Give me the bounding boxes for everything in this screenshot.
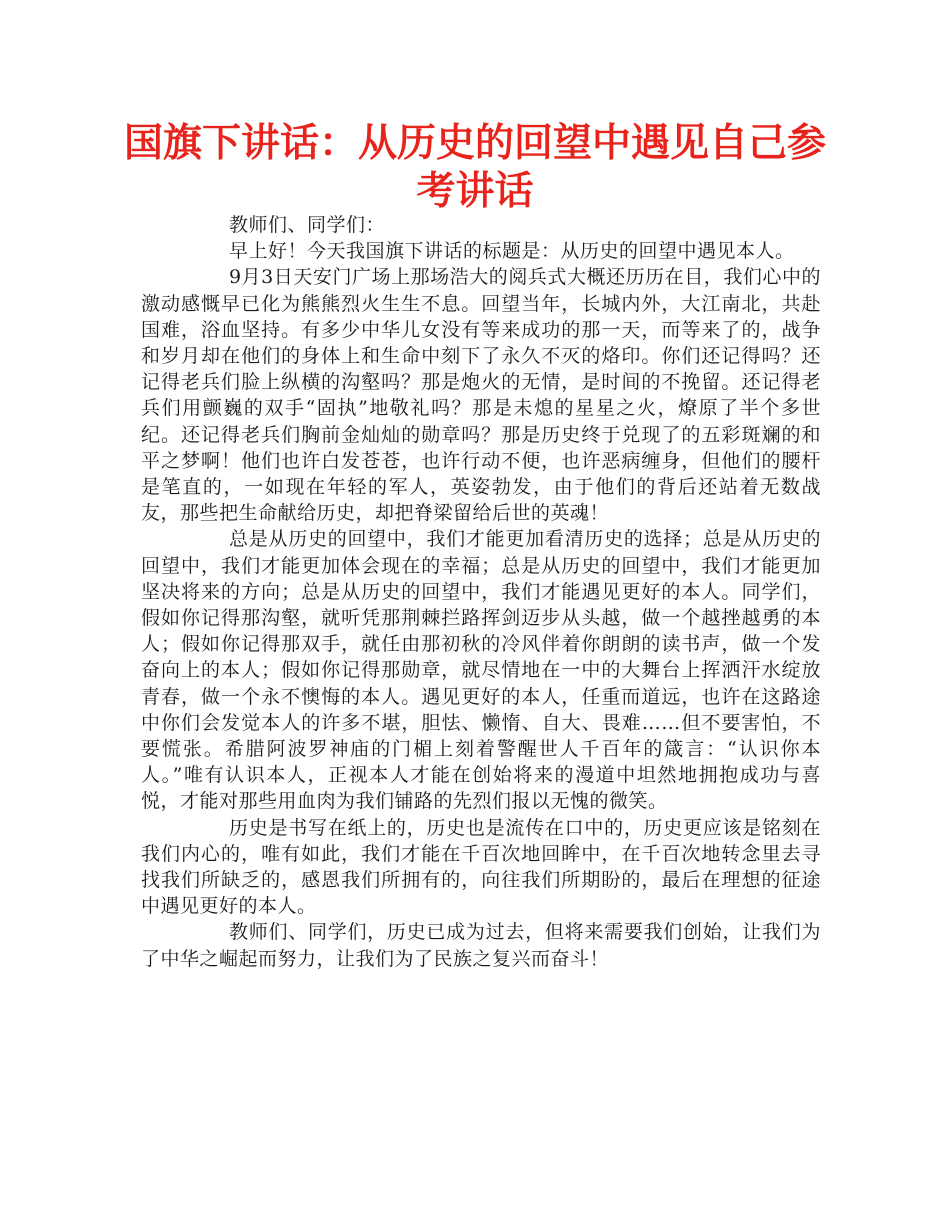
speech-body xyxy=(141,212,821,972)
paragraph-1: 早上好！今天我国旗下讲话的标题是：从历史的回望中遇见本人。 xyxy=(229,240,795,263)
greeting: 教师们、同学们： xyxy=(229,214,386,236)
paragraph-2: 9月3日天安门广场上那场浩大的阅兵式大概还历历在目，我们心中的激动感慨早已化为熊熊烈火生生不息。回望当年，长城内外，大江南北，共赴国难，浴血坚持。有多少中华儿女没有等来成功的那一天，而等来了的，战争和岁月却在他们的身体上和生命中刻下了永久不灭的烙印。你们还记得吗？还记得老兵们脸上纵横的沟壑吗？那是炮火的无情，是时间的不挽留。还记得老兵们用颤巍的双手“固执”地敬礼吗？那是未熄的星星之火，燎原了半个多世纪。还记得老兵们胸前金灿灿的勋章吗？那是历史终于兑现了的五彩斑斓的和平之梦啊！他们也许白发苍苍，也许行动不便，也许恶病缠身，但他们的腰杆是笔直的，一如现在年轻的军人，英姿勃发，由于他们的背后还站着无数战友，那些把生命献给历史，却把脊梁留给后世的英魂！ xyxy=(141,266,821,525)
title-line-2: 考讲话 xyxy=(416,169,534,214)
page-title xyxy=(120,120,830,216)
paragraph-3: 总是从历史的回望中，我们才能更加看清历史的选择；总是从历史的回望中，我们才能更加体会现在的幸福；总是从历史的回望中，我们才能更加坚决将来的方向；总是从历史的回望中，我们才能遇见更好的本人。同学们，假如你记得那沟壑，就听凭那荆棘拦路挥剑迈步从头越，做一个越挫越勇的本人；假如你记得那双手，就任由那初秋的冷风伴着你朗朗的读书声，做一个发奋向上的本人；假如你记得那勋章，就尽情地在一中的大舞台上挥洒汗水绽放青春，做一个永不懊悔的本人。遇见更好的本人，任重而道远，也许在这路途中你们会发觉本人的许多不堪，胆怯、懒惰、自大、畏难……但不要害怕，不要慌张。希腊阿波罗神庙的门楣上刻着警醒世人千百年的箴言：“认识你本人。”唯有认识本人，正视本人才能在创始将来的漫道中坦然地拥抱成功与喜悦，才能对那些用血肉为我们铺路的先烈们报以无愧的微笑。 xyxy=(141,528,821,813)
paragraph-4: 历史是书写在纸上的，历史也是流传在口中的，历史更应该是铭刻在我们内心的，唯有如此，我们才能在千百次地回眸中，在千百次地转念里去寻找我们所缺乏的，感恩我们所拥有的，向往我们所期盼的，最后在理想的征途中遇见更好的本人。 xyxy=(141,816,821,918)
title-line-1: 国旗下讲话：从历史的回望中遇见自己参 xyxy=(123,121,826,166)
paragraph-5: 教师们、同学们，历史已成为过去，但将来需要我们创始，让我们为了中华之崛起而努力，让我们为了民族之复兴而奋斗！ xyxy=(141,921,821,970)
